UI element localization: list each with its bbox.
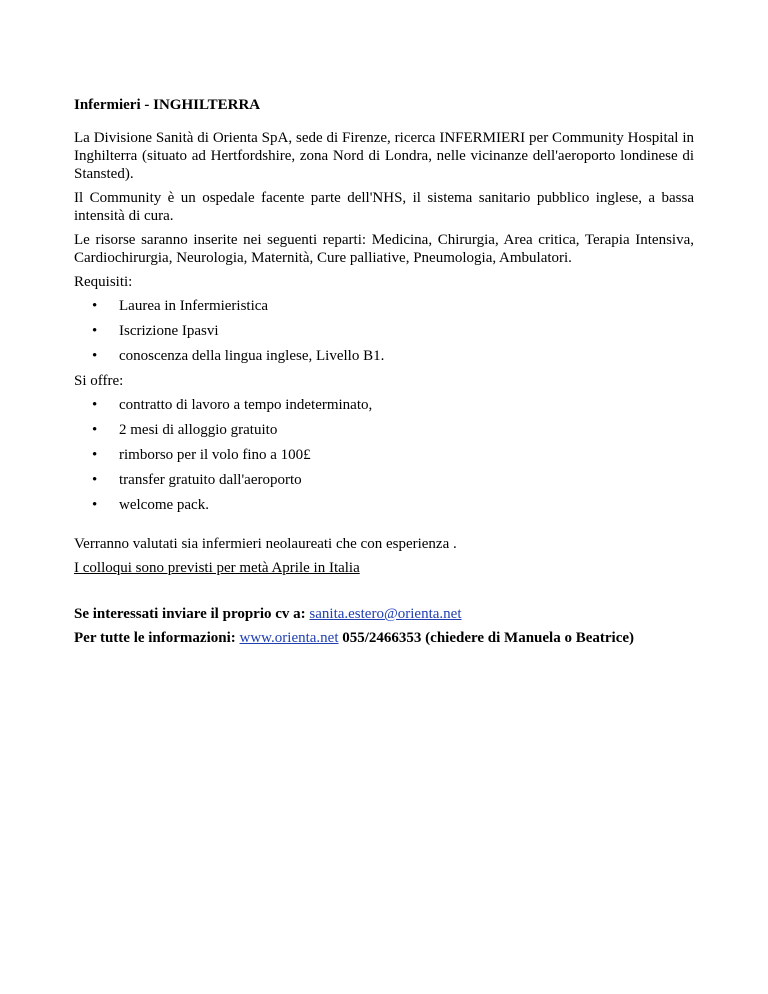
cv-label: Se interessati inviare il proprio cv a: xyxy=(74,606,306,622)
offer-text: welcome pack. xyxy=(119,497,209,513)
section-gap xyxy=(74,583,694,605)
bullet-icon: • xyxy=(92,348,98,364)
cv-email-link[interactable]: sanita.estero@orienta.net xyxy=(309,606,462,622)
offer-text: transfer gratuito dall'aeroporto xyxy=(119,472,302,488)
bullet-icon: • xyxy=(92,323,98,339)
section-gap xyxy=(74,521,694,535)
list-item xyxy=(74,322,694,340)
requirements-list xyxy=(74,297,694,365)
list-item xyxy=(74,347,694,365)
bullet-icon: • xyxy=(92,422,98,438)
document-title: Infermieri - INGHILTERRA xyxy=(74,97,261,113)
offer-label: Si offre: xyxy=(74,373,124,389)
interview-note: I colloqui sono previsti per metà Aprile in Italia xyxy=(74,560,360,576)
info-label: Per tutte le informazioni: xyxy=(74,630,236,646)
website-link[interactable]: www.orienta.net xyxy=(239,630,339,646)
list-item xyxy=(74,297,694,315)
bullet-icon: • xyxy=(92,447,98,463)
intro-paragraph: La Divisione Sanità di Orienta SpA, sede di Firenze, ricerca INFERMIERI per Community Hospital in Inghilterra (situato ad Hertfordshire, zona Nord di Londra, nelle vicinanze dell'aeroporto londinese di Stansted). xyxy=(74,130,694,182)
list-item xyxy=(74,446,694,464)
bullet-icon: • xyxy=(92,472,98,488)
evaluation-note: Verranno valutati sia infermieri neolaureati che con esperienza . xyxy=(74,536,457,552)
offer-list xyxy=(74,396,694,514)
document-page xyxy=(74,96,694,653)
list-item xyxy=(74,396,694,414)
list-item xyxy=(74,471,694,489)
offer-text: 2 mesi di alloggio gratuito xyxy=(119,422,278,438)
bullet-icon: • xyxy=(92,298,98,314)
offer-text: rimborso per il volo fino a 100£ xyxy=(119,447,311,463)
info-contact-line xyxy=(74,629,694,647)
offer-text: contratto di lavoro a tempo indeterminato, xyxy=(119,397,373,413)
requirement-text: conoscenza della lingua inglese, Livello B1. xyxy=(119,348,385,364)
list-item xyxy=(74,421,694,439)
hospital-description-paragraph: Il Community è un ospedale facente parte dell'NHS, il sistema sanitario pubblico inglese, a bassa intensità di cura. xyxy=(74,190,694,224)
requirement-text: Laurea in Infermieristica xyxy=(119,298,269,314)
requirements-label: Requisiti: xyxy=(74,274,133,290)
bullet-icon: • xyxy=(92,397,98,413)
requirement-text: Iscrizione Ipasvi xyxy=(119,323,219,339)
bullet-icon: • xyxy=(92,497,98,513)
list-item xyxy=(74,496,694,514)
phone-contact: 055/2466353 (chiedere di Manuela o Beatrice) xyxy=(342,630,635,646)
cv-contact-line xyxy=(74,605,694,623)
departments-paragraph: Le risorse saranno inserite nei seguenti reparti: Medicina, Chirurgia, Area critica, Terapia Intensiva, Cardiochirurgia, Neurologia, Maternità, Cure palliative, Pneumologia, Ambulatori. xyxy=(74,232,694,266)
